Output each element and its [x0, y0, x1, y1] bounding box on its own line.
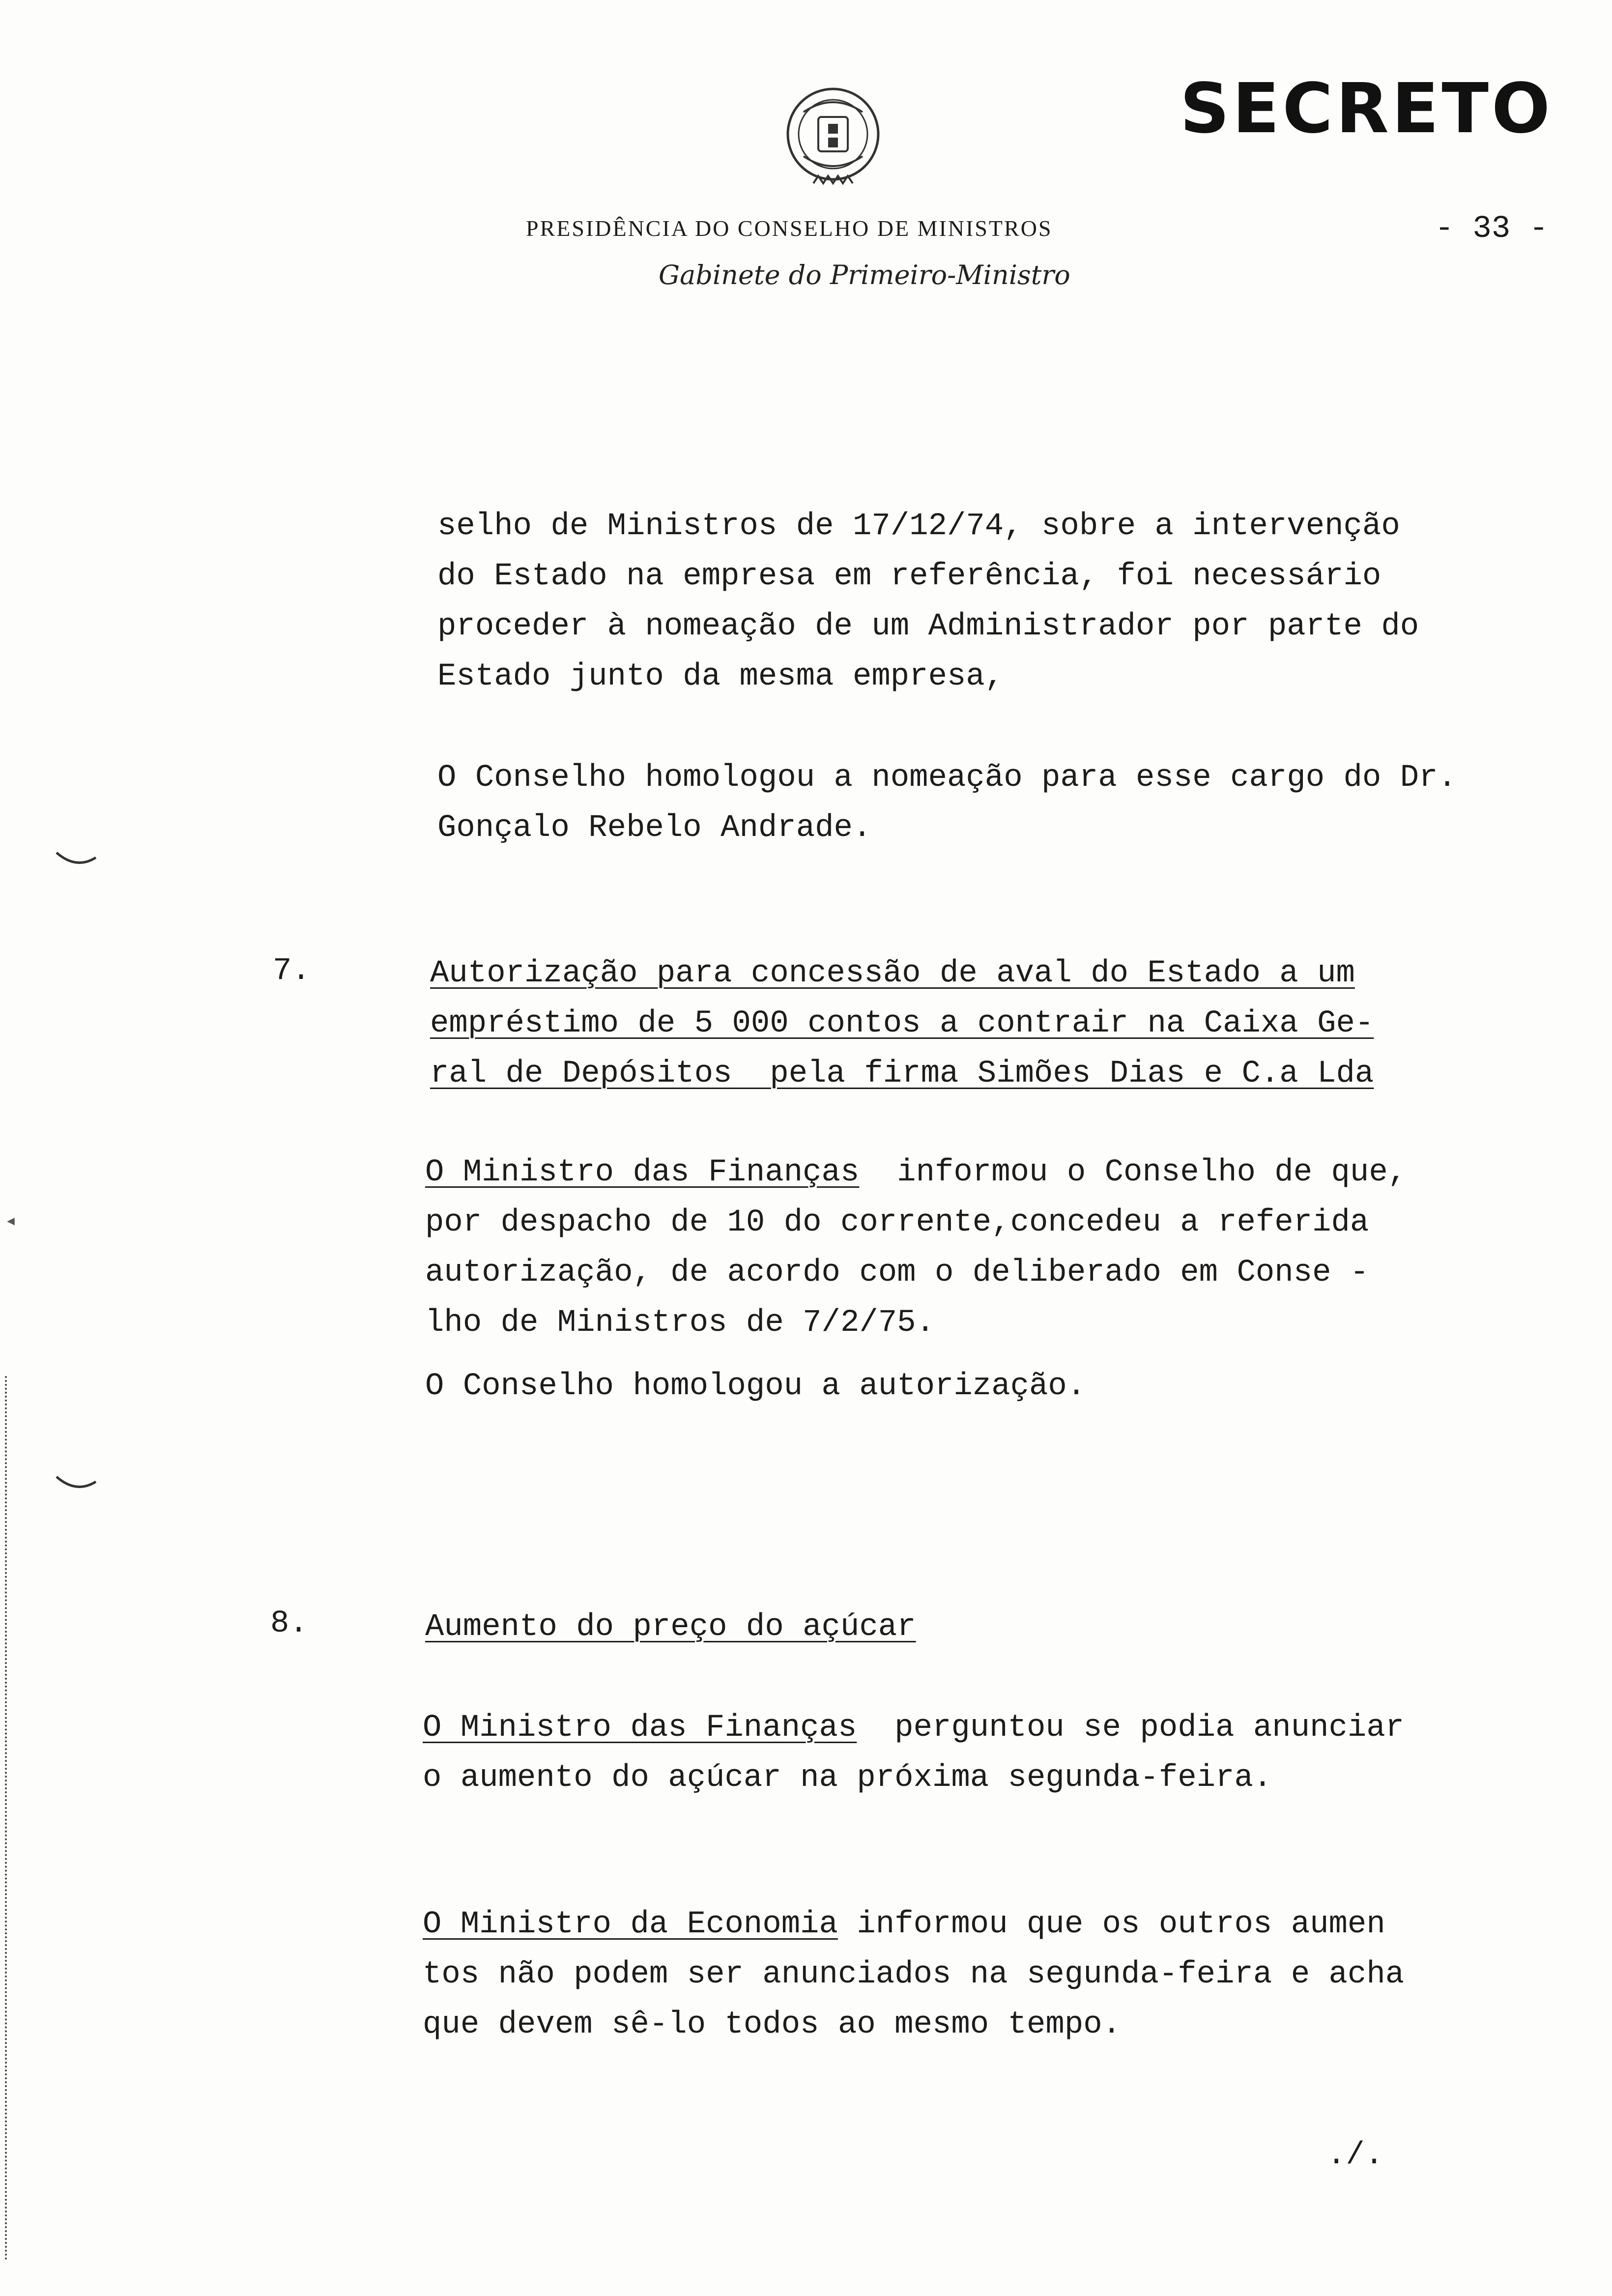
text-line: que devem sê-lo todos ao mesmo tempo. [423, 2007, 1122, 2042]
text-line [423, 1703, 1404, 1753]
punch-hole-arc [54, 850, 98, 870]
office-script: Gabinete do Primeiro-Ministro [659, 259, 1070, 290]
classification-stamp: SECRETO [1180, 69, 1553, 149]
text-line: tos não podem ser anunciados na segunda-feira e acha [423, 1957, 1405, 1992]
title-line: Aumento do preço do açúcar [425, 1609, 916, 1645]
text-line [425, 1148, 1407, 1198]
intro-paragraph [437, 501, 1419, 702]
item-decision [425, 1361, 1086, 1411]
text-span: perguntou se podia anunciar [857, 1710, 1405, 1746]
item-title [430, 948, 1374, 1099]
text-line: do Estado na empresa em referência, foi necessário [437, 559, 1382, 594]
item-body [425, 1148, 1407, 1348]
page-number: - 33 - [1435, 211, 1548, 247]
speaker: O Ministro das Finanças [423, 1710, 857, 1746]
text-span: informou o Conselho de que, [859, 1155, 1407, 1190]
text-line: por despacho de 10 do corrente,concedeu a referida [425, 1205, 1369, 1240]
text-line: lho de Ministros de 7/2/75. [425, 1305, 935, 1341]
item-body [423, 1899, 1404, 2050]
title-line: ral de Depósitos pela firma Simões Dias e C.a Lda [430, 1056, 1374, 1091]
text-line: O Conselho homologou a autorização. [425, 1369, 1086, 1404]
text-line: o aumento do açúcar na próxima segunda-feira. [423, 1760, 1272, 1796]
arrow-mark: ◂ [5, 1211, 17, 1233]
text-span: informou que os outros aumen [837, 1907, 1385, 1942]
speaker: O Ministro da Economia [423, 1907, 838, 1942]
text-line [423, 1899, 1404, 1950]
item-title [425, 1602, 916, 1652]
text-line: O Conselho homologou a nomeação para esse cargo do Dr. [437, 760, 1457, 796]
intro-decision [437, 753, 1457, 853]
item-number: 7. [273, 953, 311, 989]
coat-of-arms-seal [774, 83, 892, 201]
text-line: Estado junto da mesma empresa, [437, 659, 1004, 694]
text-line: selho de Ministros de 17/12/74, sobre a intervenção [437, 509, 1400, 544]
item-number: 8. [270, 1606, 308, 1641]
speaker: O Ministro das Finanças [425, 1155, 860, 1190]
binder-edge-dots [5, 1376, 11, 2261]
punch-hole-arc [54, 1474, 98, 1494]
text-line: proceder à nomeação de um Administrador por parte do [437, 609, 1419, 644]
organization-name: PRESIDÊNCIA DO CONSELHO DE MINISTROS [526, 216, 1053, 241]
title-line: Autorização para concessão de aval do Estado a um [430, 956, 1355, 991]
title-line: empréstimo de 5 000 contos a contrair na Caixa Ge- [430, 1006, 1374, 1041]
text-line: autorização, de acordo com o deliberado em Conse - [425, 1255, 1369, 1291]
continuation-mark: ./. [1327, 2138, 1384, 2173]
item-body [423, 1703, 1404, 1803]
text-line: Gonçalo Rebelo Andrade. [437, 810, 872, 846]
